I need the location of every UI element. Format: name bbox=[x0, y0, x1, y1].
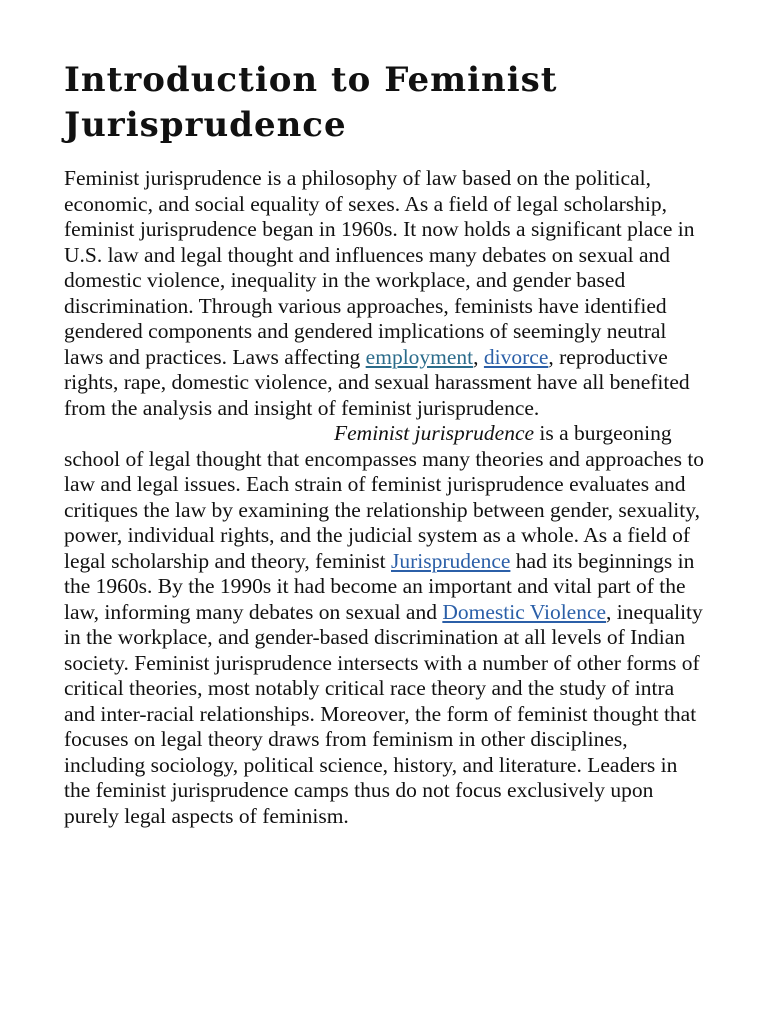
paragraph-1-text-a: Feminist jurisprudence is a philosophy of law based on the political, economic, and social equality of sexes. As a field of legal scholarship, feminist jurisprudence began in 1960s. It now holds a significant place in U.S. law and legal thought and influences many debates on sexual and domestic violence, inequality in the workplace, and gender based discrimination. Through various approaches, feminists have identified gendered components and gendered implications of seemingly neutral laws and practices. Laws affecting bbox=[64, 166, 695, 369]
document-body bbox=[64, 166, 708, 829]
paragraph-1-separator: , bbox=[473, 344, 484, 369]
document-title: Introduction to Feminist Jurisprudence bbox=[64, 60, 558, 145]
link-employment[interactable]: employment bbox=[365, 344, 474, 369]
paragraph-2-italic-lead: Feminist jurisprudence bbox=[334, 421, 535, 445]
paragraph-1-text-b: , reproductive rights, rape, domestic violence, and sexual harassment have all benefited from the analysis and insight of feminist jurisprudence. bbox=[64, 344, 690, 420]
paragraph-2 bbox=[64, 421, 708, 829]
link-domestic-violence[interactable]: Domestic Violence bbox=[442, 599, 607, 624]
paragraph-2-text-a: is a burgeoning school of legal thought that encompasses many theories and approaches to law and legal issues. Each strain of feminist jurisprudence evaluates and critiques the law by examining the relationship between gender, sexuality, power, individual rights, and the judicial system as a whole. As a field of legal scholarship and theory, feminist bbox=[64, 421, 705, 573]
link-divorce[interactable]: divorce bbox=[483, 344, 549, 369]
link-jurisprudence[interactable]: Jurisprudence bbox=[391, 548, 511, 573]
paragraph-2-text-c: , inequality in the workplace, and gender-based discrimination at all levels of Indian society. Feminist jurisprudence intersects with a number of other forms of critical theories, most notably critical race theory and the study of intra and inter-racial relationships. Moreover, the form of feminist thought that focuses on legal theory draws from feminism in other disciplines, including sociology, political science, history, and literature. Leaders in the feminist jurisprudence camps thus do not focus exclusively upon purely legal aspects of feminism. bbox=[64, 599, 703, 828]
paragraph-1 bbox=[64, 166, 708, 421]
paragraph-2-text-b: had its beginnings in the 1960s. By the 1990s it had become an important and vital part of the law, informing many debates on sexual and bbox=[64, 548, 695, 624]
